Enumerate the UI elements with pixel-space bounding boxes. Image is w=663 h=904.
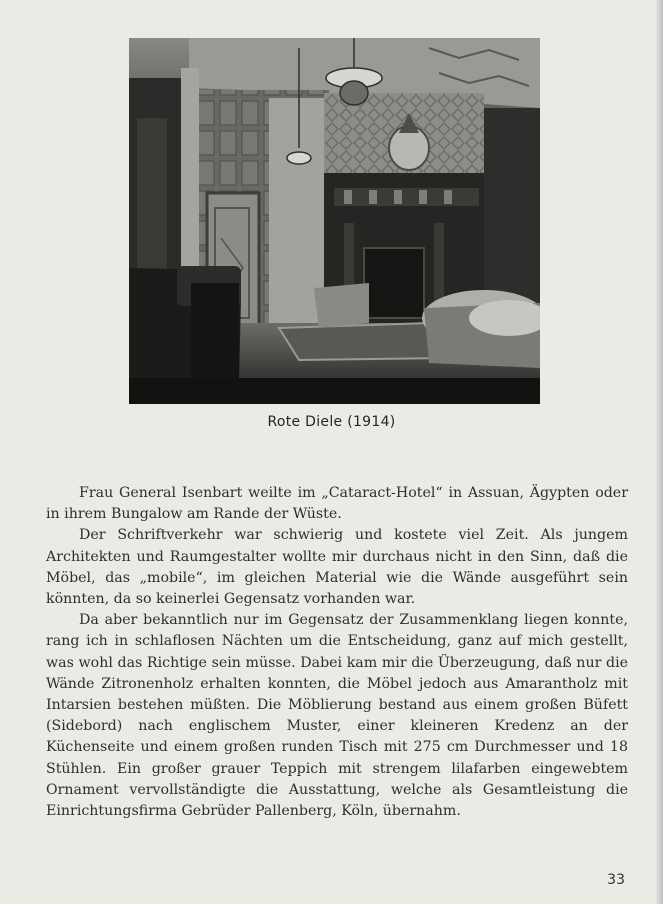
interior-photo [129,38,540,404]
paragraph: Frau General Isenbart weilte im „Cataract-Hotel“ in Assuan, Ägypten oder in ihrem Bungalow am Rande der Wüste. [46,485,628,523]
page-edge-shadow [655,0,663,904]
body-text [46,483,628,822]
photo-caption: Rote Diele (1914) [267,414,396,430]
paragraph: Der Schriftverkehr war schwierig und kostete viel Zeit. Als jungem Architekten und Raumgestalter wollte mir durchaus nicht in den Sinn, daß die Möbel, das „mobile“, im gleichen Material wie die Wände ausgeführt sein könnten, da so keinerlei Gegensatz vorhanden war. [46,527,628,608]
interior-photo-drawing [129,38,540,404]
page-number: 33 [607,872,625,888]
paragraph: Da aber bekanntlich nur im Gegensatz der Zusammenklang liegen konnte, rang ich in schlaflosen Nächten um die Entscheidung, ganz auf mich gestellt, was wohl das Richtige sein müsse. Dabei kam mir die Überzeugung, daß nur die Wände Zitronenholz erhalten konnten, die Möbel jedoch aus Amarantholz mit Intarsien bestehen müßten. Die Möblierung bestand aus einem großen Büfett (Sidebord) nach englischem Muster, einer kleineren Kredenz an der Küchenseite und einem großen runden Tisch mit 275 cm Durchmesser und 18 Stühlen. Ein großer grauer Teppich mit strengem lilafarben eingewebtem Ornament vervollständigte die Ausstattung, welche als Gesamtleistung die Einrichtungsfirma Gebrüder Pallenberg, Köln, übernahm. [46,612,628,820]
